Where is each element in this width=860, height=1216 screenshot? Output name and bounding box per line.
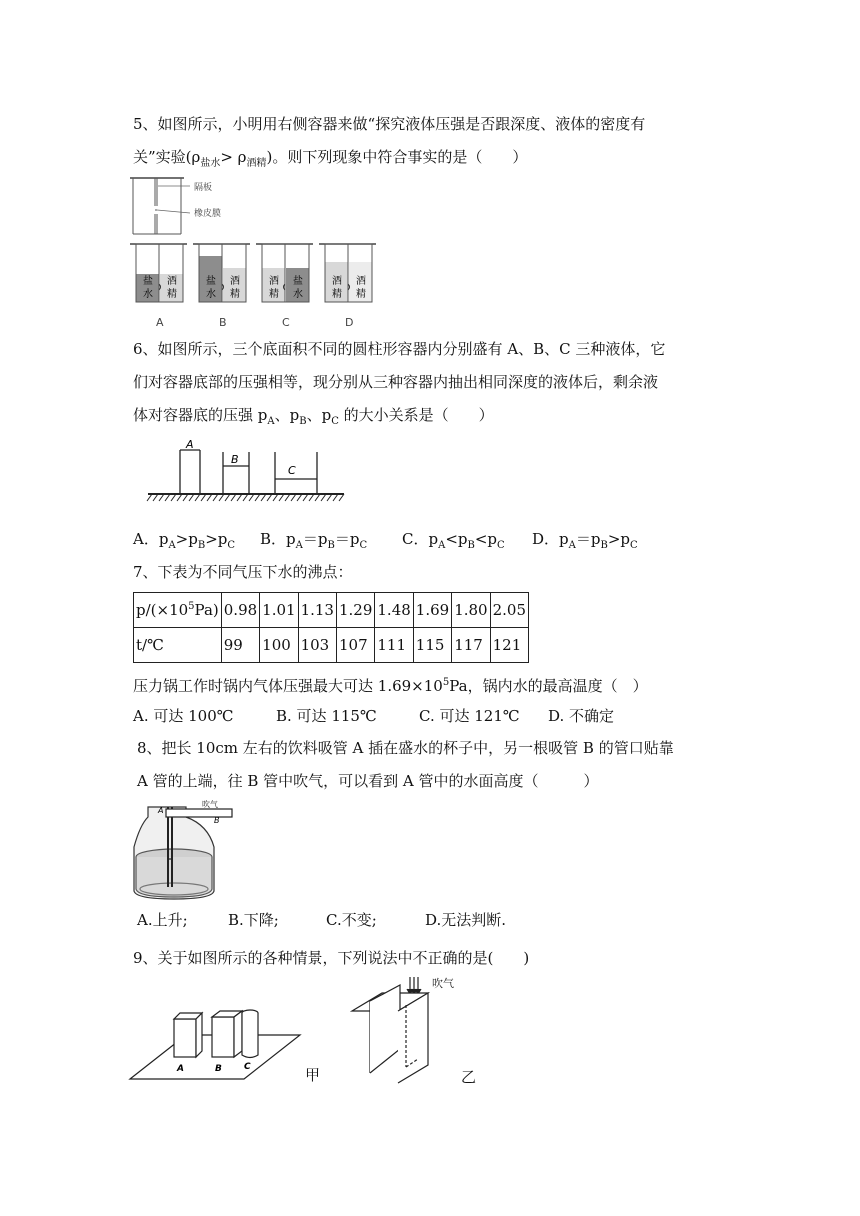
q5-beaker-a [130, 244, 187, 302]
q5-beaker-b [193, 244, 250, 302]
q5-beaker-c [256, 244, 313, 302]
svg-text:B: B [214, 816, 220, 825]
q6-line2: 们对容器底部的压强相等，现分别从三种容器内抽出相同深度的液体后，剩余液 [133, 373, 659, 391]
table-cell: 1.29 [336, 593, 374, 628]
q8-option-c: C.不变; [326, 911, 377, 929]
table-cell: 1.13 [298, 593, 336, 628]
svg-text:B: B [215, 1064, 222, 1074]
q9-label-jia: 甲 [305, 1066, 321, 1084]
q9-figure-yi [348, 975, 468, 1085]
table-cell: 117 [452, 628, 490, 663]
svg-text:B: B [231, 453, 239, 466]
q5-main-container [130, 178, 221, 234]
q6-option-b: B．$p_A=p_B=p_C$ [260, 530, 368, 551]
table-cell: 1.48 [375, 593, 413, 628]
table-cell: 107 [336, 628, 374, 663]
q7-option-d: D. 不确定 [548, 707, 615, 725]
q9-label-yi: 乙 [461, 1068, 477, 1086]
q7-option-c: C. 可达 121℃ [419, 707, 520, 725]
q7-title: 7、下表为不同气压下水的沸点： [133, 563, 353, 581]
block-b [212, 1011, 242, 1057]
svg-text:精: 精 [269, 289, 279, 300]
q8-line1: 8、把长 10cm 左右的饮料吸管 A 插在盛水的杯子中，另一根吸管 B 的管口贴靠 [137, 739, 674, 757]
svg-text:盐: 盐 [206, 276, 216, 287]
table-header-cell: t/℃ [134, 628, 222, 663]
q5-opt-c: C [282, 316, 290, 329]
q6-container-a [180, 450, 200, 494]
q5-line2: 关”实验$(\rho_{盐水}> \rho_{酒精})$。则下列现象中符合事实的是（ ） [133, 148, 528, 169]
q6-figure [146, 438, 346, 508]
table-row [134, 628, 529, 663]
svg-text:酒: 酒 [269, 276, 279, 287]
table-cell: 1.01 [260, 593, 298, 628]
svg-text:精: 精 [332, 289, 342, 300]
q5-beaker-d [319, 244, 376, 302]
table-cell: 1.80 [452, 593, 490, 628]
svg-text:水: 水 [206, 289, 216, 300]
svg-text:酒: 酒 [167, 276, 177, 287]
table-cell: 1.69 [413, 593, 451, 628]
svg-text:吹气: 吹气 [432, 977, 454, 990]
q8-option-b: B.下降; [228, 911, 279, 929]
svg-text:酒: 酒 [332, 276, 342, 287]
q6-option-c: C．$p_A<p_B<p_C$ [402, 530, 505, 551]
svg-text:A: A [177, 1064, 184, 1074]
q5-figure [128, 174, 388, 334]
q8-options [137, 910, 506, 930]
table-cell: 111 [375, 628, 413, 663]
svg-text:酒: 酒 [230, 276, 240, 287]
q9-stem: 9、关于如图所示的各种情景，下列说法中不正确的是( ) [133, 949, 530, 967]
svg-text:C: C [244, 1062, 251, 1072]
svg-text:C: C [288, 464, 296, 477]
table-cell: 2.05 [490, 593, 528, 628]
q5-opt-a: A [156, 316, 164, 329]
q8-option-d: D.无法判断. [425, 911, 507, 929]
q6-options [133, 529, 638, 556]
table-cell: 0.98 [221, 593, 259, 628]
table-cell: 115 [413, 628, 451, 663]
q5-line1: 5、如图所示，小明用右侧容器来做“探究液体压强是否跟深度、液体的密度有 [133, 115, 646, 133]
q8-line2: A 管的上端，往 B 管中吹气，可以看到 A 管中的水面高度（ ） [137, 772, 599, 790]
svg-text:吹气: 吹气 [202, 800, 218, 809]
svg-text:酒: 酒 [356, 276, 366, 287]
table-cell: 99 [221, 628, 259, 663]
q6-option-d: D．$p_A=p_B>p_C$ [532, 530, 638, 551]
q9-figure-jia [128, 1005, 328, 1085]
q6-container-c [275, 452, 317, 494]
svg-text:水: 水 [293, 289, 303, 300]
svg-text:A: A [186, 438, 194, 451]
q8-option-a: A.上升; [137, 911, 188, 929]
block-a [174, 1013, 202, 1057]
table-cell: 100 [260, 628, 298, 663]
q6-option-a: A．$p_A>p_B>p_C$ [133, 530, 236, 551]
q7-option-a: A. 可达 100℃ [133, 707, 234, 725]
q7-stem: 压力锅工作时锅内气体压强最大可达 $1.69\times 10^5Pa$，锅内水的最高温度（ ） [133, 677, 648, 695]
svg-text:精: 精 [167, 289, 177, 300]
table-cell: 103 [298, 628, 336, 663]
q7-option-b: B. 可达 115℃ [276, 707, 377, 725]
svg-text:精: 精 [230, 289, 240, 300]
partition-label: 隔板 [194, 183, 213, 193]
table-row [134, 593, 529, 628]
q5-opt-b: B [219, 316, 227, 329]
svg-text:A: A [158, 806, 164, 815]
boiling-point-table [133, 592, 529, 663]
svg-text:精: 精 [356, 289, 366, 300]
membrane-label: 橡皮膜 [194, 209, 222, 219]
q5-opt-d: D [345, 316, 354, 329]
q6-line1: 6、如图所示，三个底面积不同的圆柱形容器内分别盛有 A、B、C 三种液体，它 [133, 340, 666, 358]
svg-text:水: 水 [143, 289, 153, 300]
q6-line3: 体对容器底的压强 $p_A$、$p_B$、$p_C$ 的大小关系是（ ） [133, 406, 494, 427]
svg-text:盐: 盐 [293, 276, 303, 287]
q8-figure [128, 797, 238, 902]
table-cell: 121 [490, 628, 528, 663]
svg-text:盐: 盐 [143, 276, 153, 287]
cylinder-c [242, 1010, 258, 1058]
q7-options [133, 706, 614, 726]
table-header-cell: $p/(\times 10^5Pa)$ [134, 593, 222, 628]
